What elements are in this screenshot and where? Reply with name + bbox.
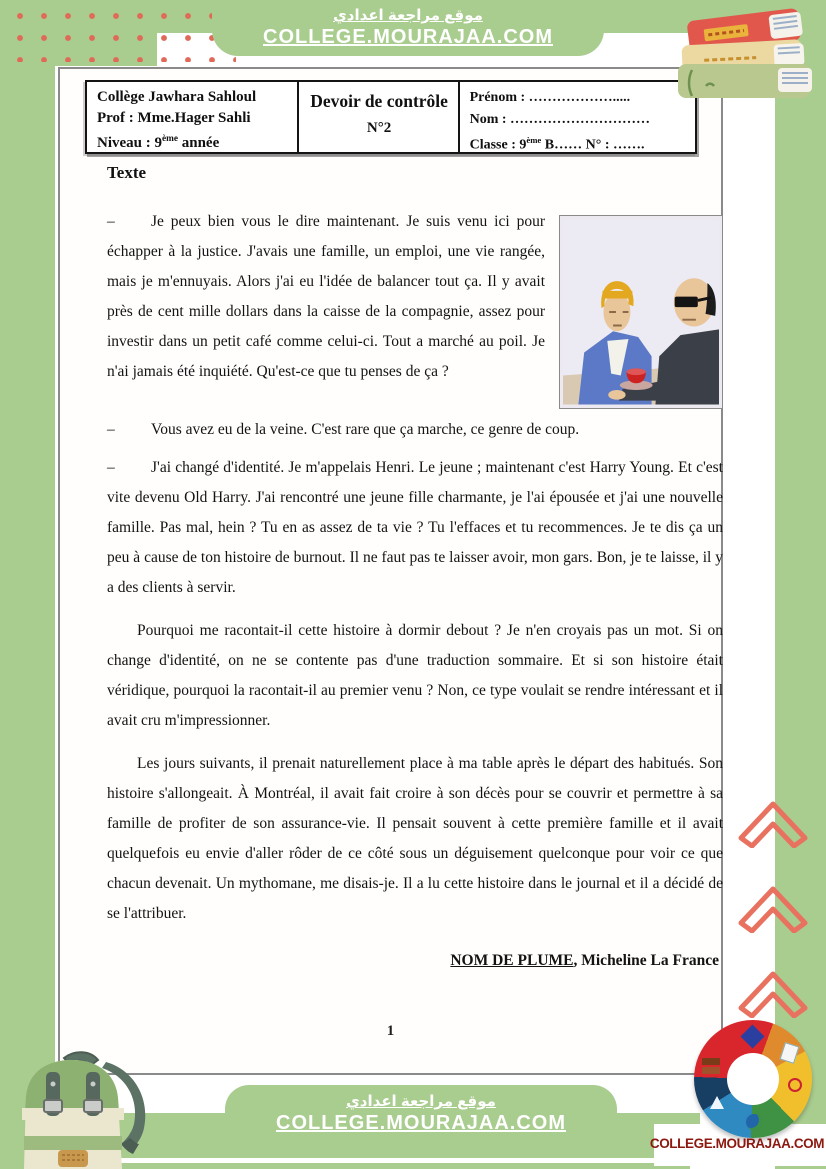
site-logo	[648, 1016, 826, 1169]
left-green-strip	[0, 0, 55, 1169]
chevron-up-icon	[732, 871, 814, 933]
exam-title-cell	[299, 82, 460, 152]
narration-paragraph: Pourquoi me racontait-il cette histoire à dormir debout ? Je n'en croyais pas un mot. Si on change d'identité, on ne se contente pas d'une traduction sommaire. Et si son histoire était véridique, pourquoi la racontait-il au premier venu ? Non, ce type voulait se rendre intéressant et il avait cru m'impressionner.	[107, 622, 723, 729]
logo-ring-hole	[727, 1053, 779, 1105]
footer-domain-link[interactable]: COLLEGE.MOURAJAA.COM	[276, 1112, 566, 1134]
school-name: Collège Jawhara Sahloul	[97, 89, 257, 105]
section-title: Texte	[107, 163, 147, 182]
field-classe: Classe : 9ème B…… N° : …….	[469, 135, 645, 152]
exam-title: Devoir de contrôle	[310, 91, 448, 111]
exam-number: N°2	[366, 120, 392, 136]
atom-icon	[788, 1078, 802, 1092]
site-domain-link[interactable]: COLLEGE.MOURAJAA.COM	[263, 26, 553, 48]
books-stack-icon	[678, 0, 826, 98]
dialogue-dash: –	[107, 213, 115, 230]
globe-icon	[746, 1114, 762, 1130]
field-prenom: Prénom : ……………….....	[469, 90, 631, 105]
dialogue-dash: –	[107, 459, 115, 476]
dots-pattern	[4, 2, 236, 62]
document-page	[58, 67, 723, 1075]
signature-underlined: NOM DE PLUME	[450, 952, 574, 969]
dialogue-paragraph	[107, 453, 723, 603]
flask-icon	[710, 1096, 724, 1109]
student-info-cell	[460, 82, 695, 152]
dialogue-illustration	[559, 215, 723, 409]
signature	[107, 946, 723, 976]
dialogue-text: J'ai changé d'identité. Je m'appelais Henri. Le jeune ; maintenant c'est Harry Young. Et c'est vite devenu Old Harry. J'ai rencontré une jeune fille charmante, je l'ai épousée et j'ai une nouvelle famille. Pas mal, hein ? Tu en as assez de ta vie ? Tu l'effaces et tu recommences. Je te dis ça un peu à cause de ton histoire de burnout. Il ne faut pas te laisser avoir, mon gars. Bon, je te laisse, il y a des clients à servir.	[107, 459, 723, 596]
chevron-up-icon	[732, 786, 814, 848]
exam-header-table	[85, 80, 697, 154]
chevron-up-icon	[732, 956, 814, 1018]
backpack-icon	[2, 1044, 170, 1169]
notepad-icon	[780, 1042, 800, 1064]
prof-name: Prof : Mme.Hager Sahli	[97, 110, 251, 126]
level-line: Niveau : 9ème année	[97, 134, 220, 151]
dialogue-dash: –	[107, 421, 115, 438]
logo-ring	[694, 1020, 812, 1138]
signature-rest: , Micheline La France	[573, 952, 719, 969]
page-number: 1	[386, 1023, 395, 1039]
narration-paragraph: Les jours suivants, il prenait naturellement place à ma table après le départ des habitués. Son histoire s'allongeait. À Montréal, il avait fait croire à son décès pour se couvrir et permettre à sa famille de profiter de son assurance-vie. Il pensait souvent à cette première famille et il avait quelquefois eu envie d'aller rôder de ce côté sous un déguisement quelconque pour voir ce que chacun devenait. Un mythomane, me disais-je. Il a lu cette histoire dans le journal et il a décidé de se l'attribuer.	[107, 755, 723, 922]
dialogue-text: Vous avez eu de la veine. C'est rare que ça marche, ce genre de coup.	[151, 421, 580, 438]
site-title-arabic: موقع مراجعة اعدادي	[333, 7, 483, 24]
logo-caption: COLLEGE.MOURAJAA.COM	[649, 1136, 825, 1151]
books-icon	[702, 1058, 720, 1065]
school-info-cell	[87, 82, 299, 152]
dialogue-text: Je peux bien vous le dire maintenant. Je suis venu ici pour échapper à la justice. J'avais une famille, un emploi, une vie rangée, mais je m'ennuyais. Alors j'ai eu l'idée de balancer tout ça. Il y avait près de cent mille dollars dans la caisse de la compagnie, assez pour investir dans un petit café comme celui-ci. Tout a marché au poil. Je n'ai jamais été inquiété. Qu'est-ce que tu penses de ça ?	[107, 213, 545, 380]
text-body	[107, 199, 723, 976]
graduation-cap-icon	[740, 1024, 764, 1048]
field-nom: Nom : …………………………	[469, 111, 651, 127]
site-footer-tab	[225, 1085, 617, 1158]
footer-title-arabic: موقع مراجعة اعدادي	[346, 1093, 496, 1110]
site-header-tab	[212, 0, 604, 56]
dialogue-paragraph	[107, 415, 723, 445]
